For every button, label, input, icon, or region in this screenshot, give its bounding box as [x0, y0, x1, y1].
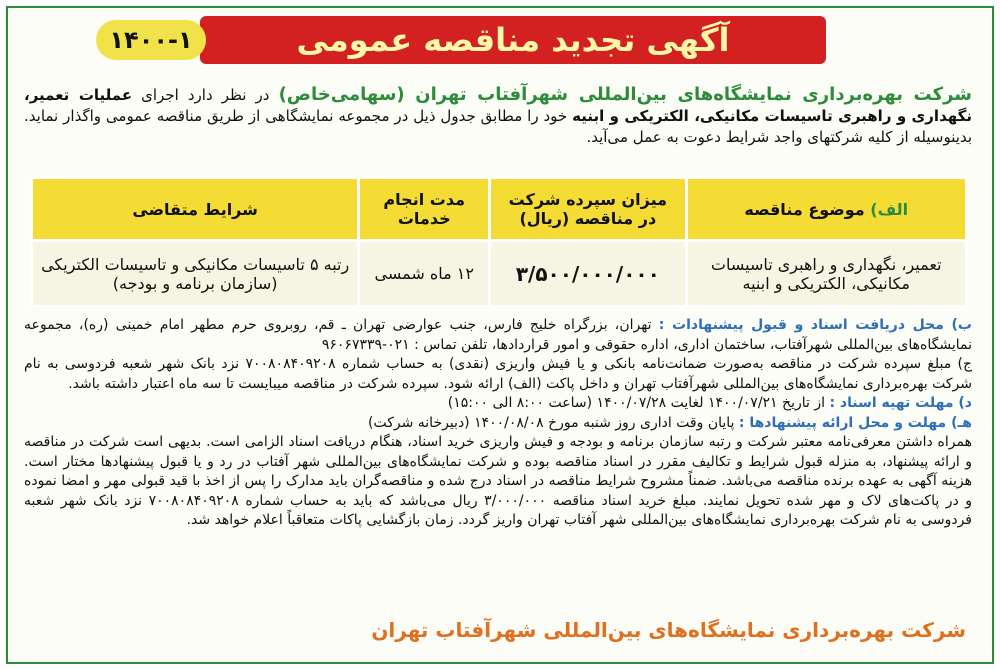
intro-bold-text: عملیات تعمیر، نگهداری و راهبری تاسیسات مکانیکی، الکتریکی و ابنیه [24, 86, 972, 125]
header-banner [200, 16, 826, 64]
table-header-row [32, 178, 967, 241]
section-b-text: تهران، بزرگراه خلیج فارس، جنب عوارضی تهران ـ قم، روبروی حرم مطهر امام خمینی (ره)، مجموعه نمایشگاه‌های بین‌المللی شهرآفتاب، ساختمان اداری، اداره حقوقی و امور قراردادها، تلفن تماس : ۰۲۱-۹۶۰۶۷۳۳۹ [24, 317, 972, 353]
intro-text-2: خود را مطابق جدول ذیل در مجموعه نمایشگاهی از طریق مناقصه عمومی واگذار نماید. بدینوسیله از کلیه شرکتهای واجد شرایط دعوت به عمل می‌آید. [24, 107, 972, 146]
section-final: همراه داشتن معرفی‌نامه معتبر شرکت و رتبه سازمان برنامه و بودجه و فیش واریزی خرید اسناد، هنگام دریافت اسناد الزامی است. بدیهی است شرکت در مناقصه و ارائه پیشنهاد، به منزله قبول شرایط و تکالیف مقرر در اسناد مناقصه بوده و شرکت نمایشگاه‌های بین‌المللی شهر آفتاب در رد و یا قبول پیشنهادها مختار است. هزینه آگهی به عهده برنده مناقصه می‌باشد. ضمناً مشروح شرایط مناقصه در اسناد درج شده و مناقصه‌گران باید مدارک را پس از اخذ با قید قبولی مهر و امضا نموده و در پاکت‌های لاک و مهر شده تحویل نمایند. مبلغ خرید اسناد مناقصه ۳/۰۰۰/۰۰۰ ریال می‌باشد که باید به حساب شماره ۷۰۰۸۰۸۴۰۹۲۰۸ نزد بانک شهر شعبه فردوسی به نام شرکت بهره‌برداری نمایشگاه‌های بین‌المللی شهر آفتاب تهران واریز گردد. زمان بازگشایی پاکات متعاقباً اعلام خواهد شد. [24, 434, 972, 528]
section-d-text: از تاریخ ۱۴۰۰/۰۷/۲۱ لغایت ۱۴۰۰/۰۷/۲۸ (ساعت ۸:۰۰ الی ۱۵:۰۰) [447, 395, 830, 411]
header-subject-label: موضوع مناقصه [744, 199, 865, 219]
section-d-label: د) مهلت تهیه اسناد : [829, 395, 972, 411]
company-name: شرکت بهره‌برداری نمایشگاه‌های بین‌المللی شهرآفتاب تهران (سهامی‌خاص) [278, 84, 972, 105]
tender-number-badge: ۱۴۰۰-۱ [96, 20, 206, 60]
cell-requirements: رتبه ۵ تاسیسات مکانیکی و تاسیسات الکتریکی (سازمان برنامه و بودجه) [32, 241, 359, 307]
header-subject-prefix: الف) [870, 199, 909, 219]
header [109, 16, 826, 66]
cell-deposit: ۳/۵۰۰/۰۰۰/۰۰۰ [490, 241, 686, 307]
cell-duration: ۱۲ ماه شمسی [359, 241, 490, 307]
header-duration: مدت انجام خدمات [359, 178, 490, 241]
section-b [24, 316, 972, 355]
cell-subject: تعمیر، نگهداری و راهبری تاسیسات مکانیکی، الکتریکی و ابنیه [686, 241, 967, 307]
intro-text-1: در نظر دارد اجرای [132, 86, 279, 104]
header-subject [686, 178, 967, 241]
header-deposit: میزان سپرده شرکت در مناقصه (ریال) [490, 178, 686, 241]
header-title: آگهی تجدید مناقصه عمومی [296, 21, 730, 59]
section-d [24, 394, 972, 414]
header-requirements: شرایط متقاضی [32, 178, 359, 241]
footer-signature: شرکت بهره‌برداری نمایشگاه‌های بین‌المللی شهرآفتاب تهران [371, 618, 966, 642]
section-e [24, 414, 972, 434]
section-e-text: پایان وقت اداری روز شنبه مورخ ۱۴۰۰/۰۸/۰۸ (دبیرخانه شرکت) [368, 414, 739, 431]
intro-paragraph [24, 84, 972, 148]
tender-table [30, 176, 968, 308]
table-row [32, 241, 967, 307]
details-section [24, 316, 972, 531]
section-c: ج) مبلغ سپرده شرکت در مناقصه به‌صورت ضمانت‌نامه بانکی و یا فیش واریزی (نقدی) به حساب شماره ۷۰۰۸۰۸۴۰۹۲۰۸ نزد بانک شهر شعبه فردوسی به نام شرکت بهره‌برداری نمایشگاه‌های بین‌المللی شهرآفتاب تهران و داخل پاکت (الف) ارائه شود. سپرده شرکت در مناقصه میبایست تا سه ماه اعتبار داشته باشد. [24, 356, 972, 392]
section-e-label: هـ) مهلت و محل ارائه پیشنهادها : [738, 414, 972, 431]
section-b-label: ب) محل دریافت اسناد و قبول پیشنهادات : [658, 317, 973, 333]
